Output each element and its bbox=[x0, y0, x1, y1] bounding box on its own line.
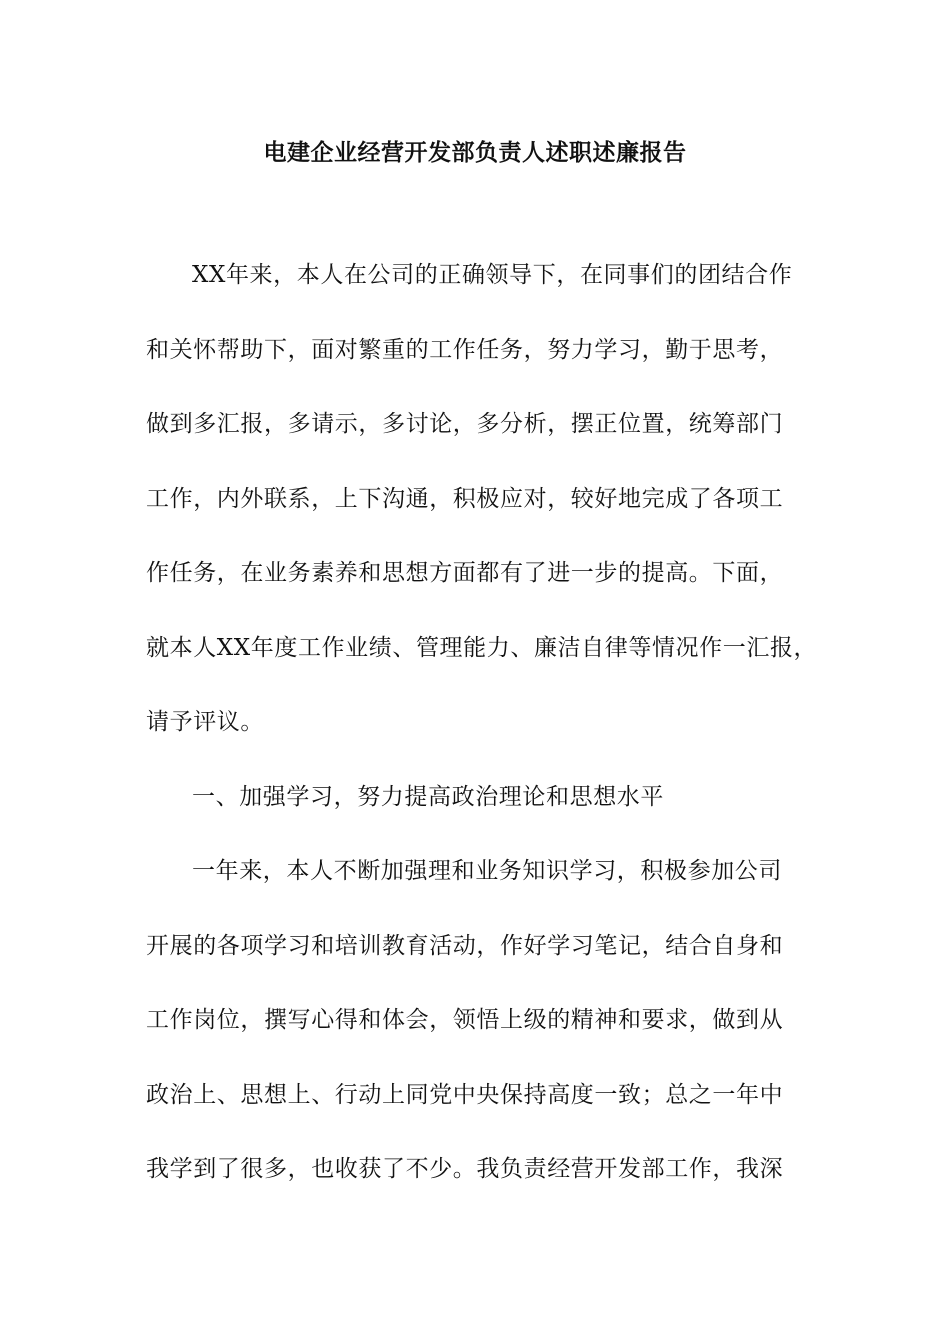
text-line: 政治上、思想上、行动上同党中央保持高度一致；总之一年中 bbox=[146, 1081, 784, 1108]
text-line: XX年来，本人在公司的正确领导下，在同事们的团结合作 bbox=[192, 262, 793, 288]
text-line: 和关怀帮助下，面对繁重的工作任务，努力学习，勤于思考， bbox=[146, 336, 784, 363]
text-line: 就本人XX年度工作业绩、管理能力、廉洁自律等情况作一汇报， bbox=[146, 634, 818, 661]
text-line: 一、加强学习，努力提高政治理论和思想水平 bbox=[192, 783, 664, 810]
document-title: 电建企业经营开发部负责人述职述廉报告 bbox=[263, 139, 687, 166]
text-line: 我学到了很多，也收获了不少。我负责经营开发部工作，我深 bbox=[146, 1156, 784, 1182]
text-line: 作任务，在业务素养和思想方面都有了进一步的提高。下面， bbox=[146, 560, 784, 586]
text-line: 请予评议。 bbox=[146, 709, 264, 735]
text-line: 做到多汇报，多请示，多讨论，多分析，摆正位置，统筹部门 bbox=[146, 411, 784, 437]
text-line: 工作，内外联系，上下沟通，积极应对，较好地完成了各项工 bbox=[146, 485, 784, 512]
text-line: 一年来，本人不断加强理和业务知识学习，积极参加公司 bbox=[192, 858, 782, 884]
document-body bbox=[146, 255, 818, 1224]
text-line: 工作岗位，撰写心得和体会，领悟上级的精神和要求，做到从 bbox=[146, 1007, 784, 1033]
text-line: 开展的各项学习和培训教育活动，作好学习笔记，结合自身和 bbox=[146, 932, 784, 959]
